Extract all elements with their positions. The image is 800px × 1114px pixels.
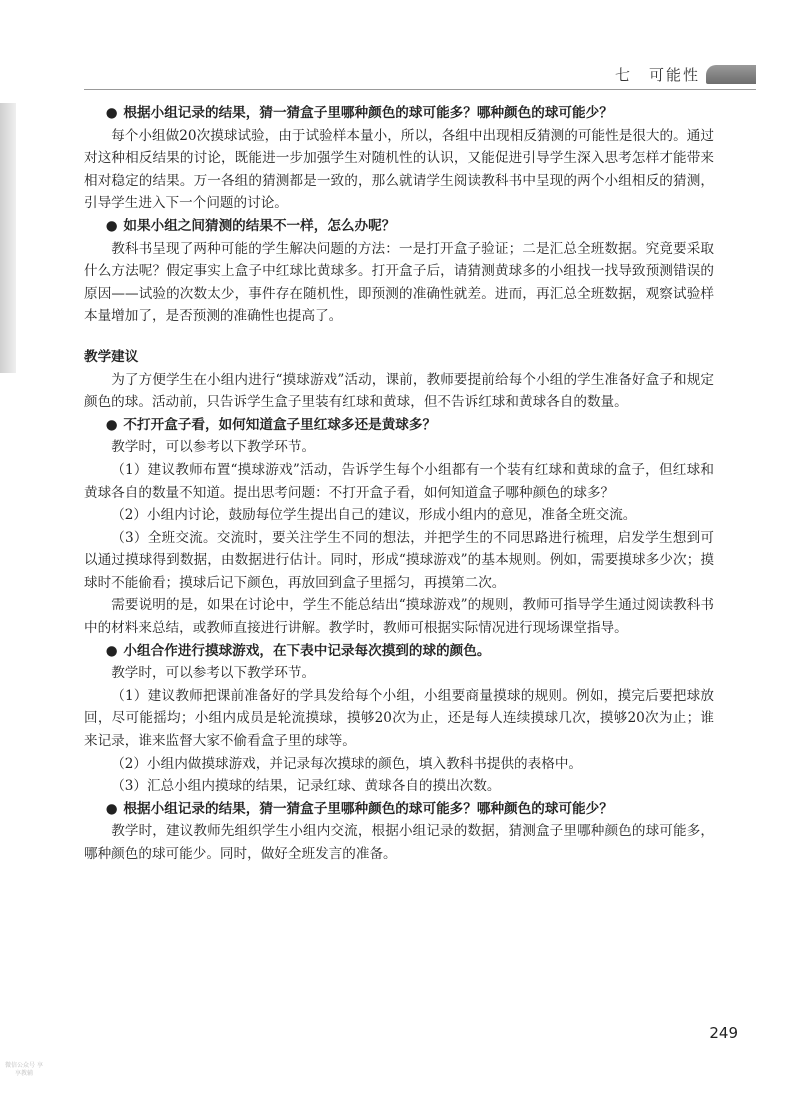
bullet-heading (84, 215, 714, 238)
body-paragraph: （2）小组内讨论，鼓励每位学生提出自己的建议，形成小组内的意见，准备全班交流。 (111, 507, 637, 524)
bullet-icon: ● (105, 642, 118, 659)
chapter-title: 七 可能性 (614, 66, 700, 84)
body-paragraph: 教学时，建议教师先组织学生小组内交流，根据小组记录的数据，猜测盒子里哪种颜色的球可能多，哪种颜色的球可能少。同时，做好全班发言的准备。 (84, 823, 714, 862)
body-paragraph: （3）全班交流。交流时，要关注学生不同的想法，并把学生的不同思路进行梳理，启发学生想到可以通过摸球得到数据，由数据进行估计。同时，形成“摸球游戏”的基本规则。例如，需要摸球多少次；摸球时不能偷看；摸球后记下颜色，再放回到盒子里摇匀，再摸第二次。 (84, 529, 714, 591)
body-paragraph: 为了方便学生在小组内进行“摸球游戏”活动，课前，教师要提前给每个小组的学生准备好盒子和规定颜色的球。活动前，只告诉学生盒子里装有红球和黄球，但不告诉红球和黄球各自的数量。 (84, 371, 714, 411)
body-paragraph: （1）建议教师布置“摸球游戏”活动，告诉学生每个小组都有一个装有红球和黄球的盒子，但红球和黄球各自的数量不知道。提出思考问题：不打开盒子看，如何知道盒子哪种颜色的球多？ (84, 461, 714, 501)
bullet-text: 根据小组记录的结果，猜一猜盒子里哪种颜色的球可能多？哪种颜色的球可能少？ (123, 800, 613, 817)
body-paragraph: （2）小组内做摸球游戏，并记录每次摸球的颜色，填入教科书提供的表格中。 (111, 755, 583, 772)
page-number: 249 (709, 1024, 738, 1042)
bullet-icon: ● (105, 800, 118, 817)
section-heading: 教学建议 (84, 348, 139, 365)
body-paragraph: 教学时，可以参考以下教学环节。 (111, 665, 316, 682)
page-header (0, 56, 800, 96)
body-paragraph: 教科书呈现了两种可能的学生解决问题的方法：一是打开盒子验证；二是汇总全班数据。究竟要采取什么方法呢？假定事实上盒子中红球比黄球多。打开盒子后，请猜测黄球多的小组找一找导致预测错误的原因——试验的次数太少，事件存在随机性，即预测的准确性就差。进而，再汇总全班数据，观察试验样本量增加了，是否预测的准确性也提高了。 (84, 240, 714, 325)
bullet-icon: ● (105, 105, 118, 121)
header-rule (84, 89, 756, 90)
bullet-text: 根据小组记录的结果，猜一猜盒子里哪种颜色的球可能多？哪种颜色的球可能少？ (123, 105, 613, 121)
body-paragraph: 教学时，可以参考以下教学环节。 (111, 439, 316, 456)
bullet-text: 如果小组之间猜测的结果不一样，怎么办呢？ (123, 217, 396, 234)
page-content (84, 102, 714, 866)
bullet-heading (84, 414, 714, 437)
watermark: 微信公众号 享享教辅 (5, 1062, 43, 1077)
bullet-icon: ● (105, 416, 118, 433)
bullet-text: 小组合作进行摸球游戏，在下表中记录每次摸到的球的颜色。 (123, 642, 491, 659)
side-bar-decoration (0, 103, 16, 373)
bullet-icon: ● (105, 217, 118, 234)
body-paragraph: （1）建议教师把课前准备好的学具发给每个小组，小组要商量摸球的规则。例如，摸完后要把球放回，尽可能摇均；小组内成员是轮流摸球，摸够20次为止，还是每人连续摸球几次，摸够20次为止；谁来记录，谁来监督大家不偷看盒子里的球等。 (84, 687, 714, 750)
body-paragraph: 需要说明的是，如果在讨论中，学生不能总结出“摸球游戏”的规则，教师可指导学生通过阅读教科书中的材料来总结，或教师直接进行讲解。教学时，教师可根据实际情况进行现场课堂指导。 (84, 597, 714, 637)
bullet-heading (84, 798, 714, 821)
body-paragraph: 每个小组做20次摸球试验，由于试验样本量小，所以，各组中出现相反猜测的可能性是很大的。通过对这种相反结果的讨论，既能进一步加强学生对随机性的认识，又能促进引导学生深入思考怎样才能带来相对稳定的结果。万一各组的猜测都是一致的，那么就请学生阅读教科书中呈现的两个小组相反的猜测，引导学生进入下一个问题的讨论。 (84, 127, 714, 212)
bullet-text: 不打开盒子看，如何知道盒子里红球多还是黄球多？ (123, 416, 437, 433)
bullet-heading (84, 640, 714, 663)
body-paragraph: （3）汇总小组内摸球的结果，记录红球、黄球各自的摸出次数。 (111, 778, 501, 795)
bullet-heading (84, 102, 714, 125)
header-tab-decoration (706, 65, 756, 84)
